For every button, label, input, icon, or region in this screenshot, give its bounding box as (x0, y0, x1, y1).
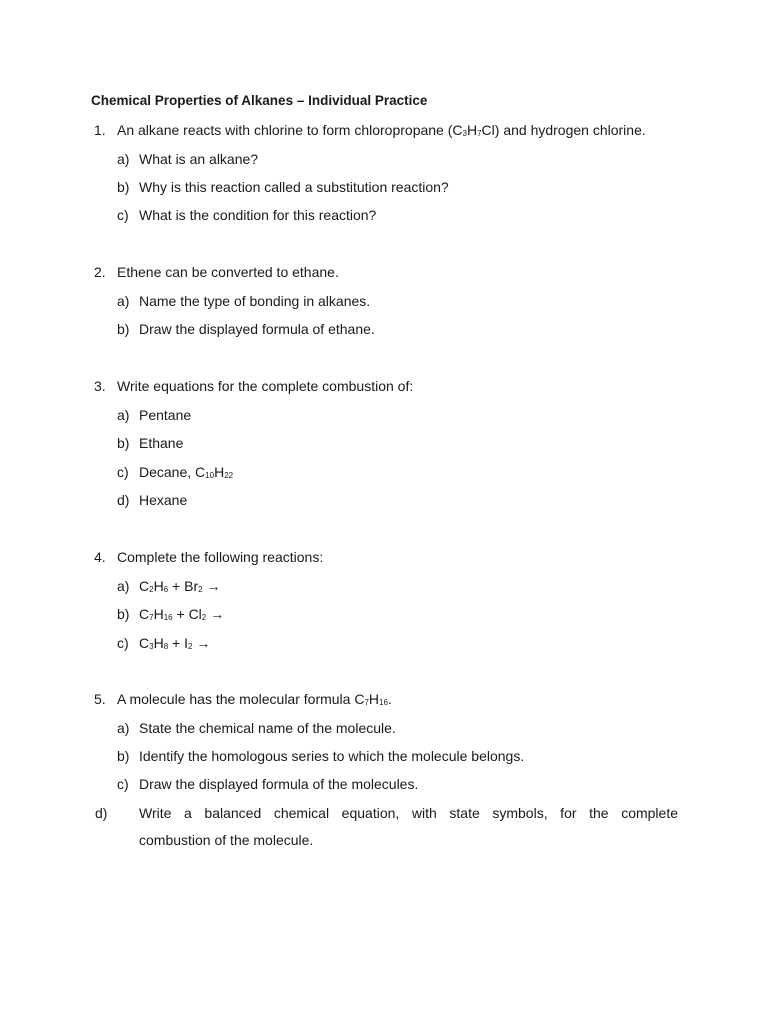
question-5a: a) State the chemical name of the molecule. (117, 720, 396, 736)
question-1a: a) What is an alkane? (117, 151, 259, 167)
question-3d: d) Hexane (117, 492, 188, 508)
question-1 (94, 122, 646, 138)
question-4c: c) $C_3H_8 + I_2$ → (117, 635, 211, 651)
question-number: 1. (94, 122, 106, 138)
question-5b: b) Identify the homologous series to which the molecule belongs. (117, 748, 525, 764)
question-3b: b) Ethane (117, 435, 184, 451)
question-2: 2. Ethene can be converted to ethane. (94, 264, 339, 280)
question-1c: c) What is the condition for this reaction? (117, 207, 377, 223)
document-title: Chemical Properties of Alkanes – Individual Practice (91, 93, 428, 108)
question-4b: b) $C_7H_{16} + Cl_2$ → (117, 606, 225, 622)
question-2a: a) Name the type of bonding in alkanes. (117, 293, 371, 309)
question-text: An alkane reacts with chlorine to form chloropropane $(C_3H_7Cl)$ and hydrogen chlorine. (117, 122, 646, 138)
question-4a: a) $C_2H_6 + Br_2$ → (117, 578, 221, 594)
question-3c: c) Decane, $C_{10}H_{22}$ (117, 464, 234, 480)
question-4: 4. Complete the following reactions: (94, 549, 324, 565)
question-5d (95, 805, 678, 848)
question-2b: b) Draw the displayed formula of ethane. (117, 321, 375, 337)
question-3a: a) Pentane (117, 407, 192, 423)
question-5d-line2: combustion of the molecule. (139, 832, 314, 848)
question-3: 3. Write equations for the complete combustion of: (94, 378, 414, 394)
question-1b: b) Why is this reaction called a substitution reaction? (117, 179, 449, 195)
question-5: 5. A molecule has the molecular formula $C_7H_{16}$. (94, 691, 392, 707)
question-5c: c) Draw the displayed formula of the molecules. (117, 776, 419, 792)
question-5d-line1: d) Write a balanced chemical equation, with state symbols, for the complete (95, 805, 678, 821)
